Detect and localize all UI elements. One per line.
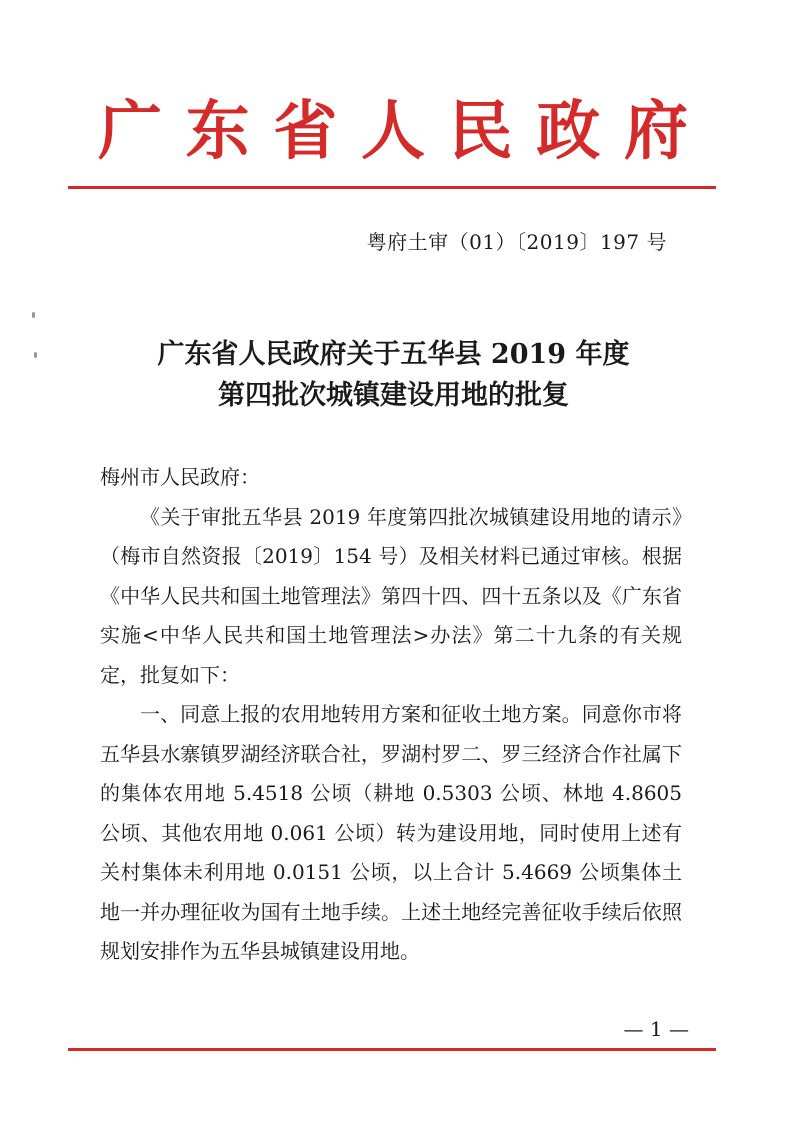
- body-paragraph: 一、同意上报的农用地转用方案和征收土地方案。同意你市将五华县水寨镇罗湖经济联合社，罗湖村罗二、罗三经济合作社属下的集体农用地 5.4518 公顷（耕地 0.5303 公顷、林地 4.8605 公顷、其他农用地 0.061 公顷）转为建设用地，同时使用上述有关村集体未利用地 0.0151 公顷，以上合计 5.4669 公顷集体土地一并办理征收为国有土地手续。上述土地经完善征收手续后依照规划安排作为五华县城镇建设用地。: [100, 702, 682, 963]
- header-char: 府: [623, 94, 688, 169]
- header-char: 东: [185, 94, 250, 169]
- document-title-line-1: 广东省人民政府关于五华县 2019 年度: [157, 339, 630, 370]
- header-char: 政: [536, 94, 601, 169]
- header-divider: [68, 186, 716, 189]
- header-char: 民: [448, 94, 513, 169]
- header-char: 人: [360, 94, 425, 169]
- header-char: 广: [98, 94, 162, 169]
- document-title-line-2: 第四批次城镇建设用地的批复: [218, 380, 569, 411]
- document-number: 粤府土审（01）〔2019〕197 号: [366, 230, 667, 254]
- issuing-authority-header: [98, 92, 688, 172]
- salutation: 梅州市人民政府：: [100, 465, 260, 489]
- scan-speck: [32, 312, 35, 318]
- footer-divider: [68, 1048, 716, 1051]
- document-body: [100, 458, 682, 972]
- body-paragraph: 《关于审批五华县 2019 年度第四批次城镇建设用地的请示》（梅市自然资报〔2019〕154 号）及相关材料已通过审核。根据《中华人民共和国土地管理法》第四十四、四十五条以及《广东省实施<中华人民共和国土地管理法>办法》第二十九条的有关规定，批复如下：: [100, 504, 682, 687]
- scan-speck: [34, 352, 37, 358]
- header-char: 省: [273, 94, 338, 169]
- page-number: — 1 —: [623, 1017, 689, 1041]
